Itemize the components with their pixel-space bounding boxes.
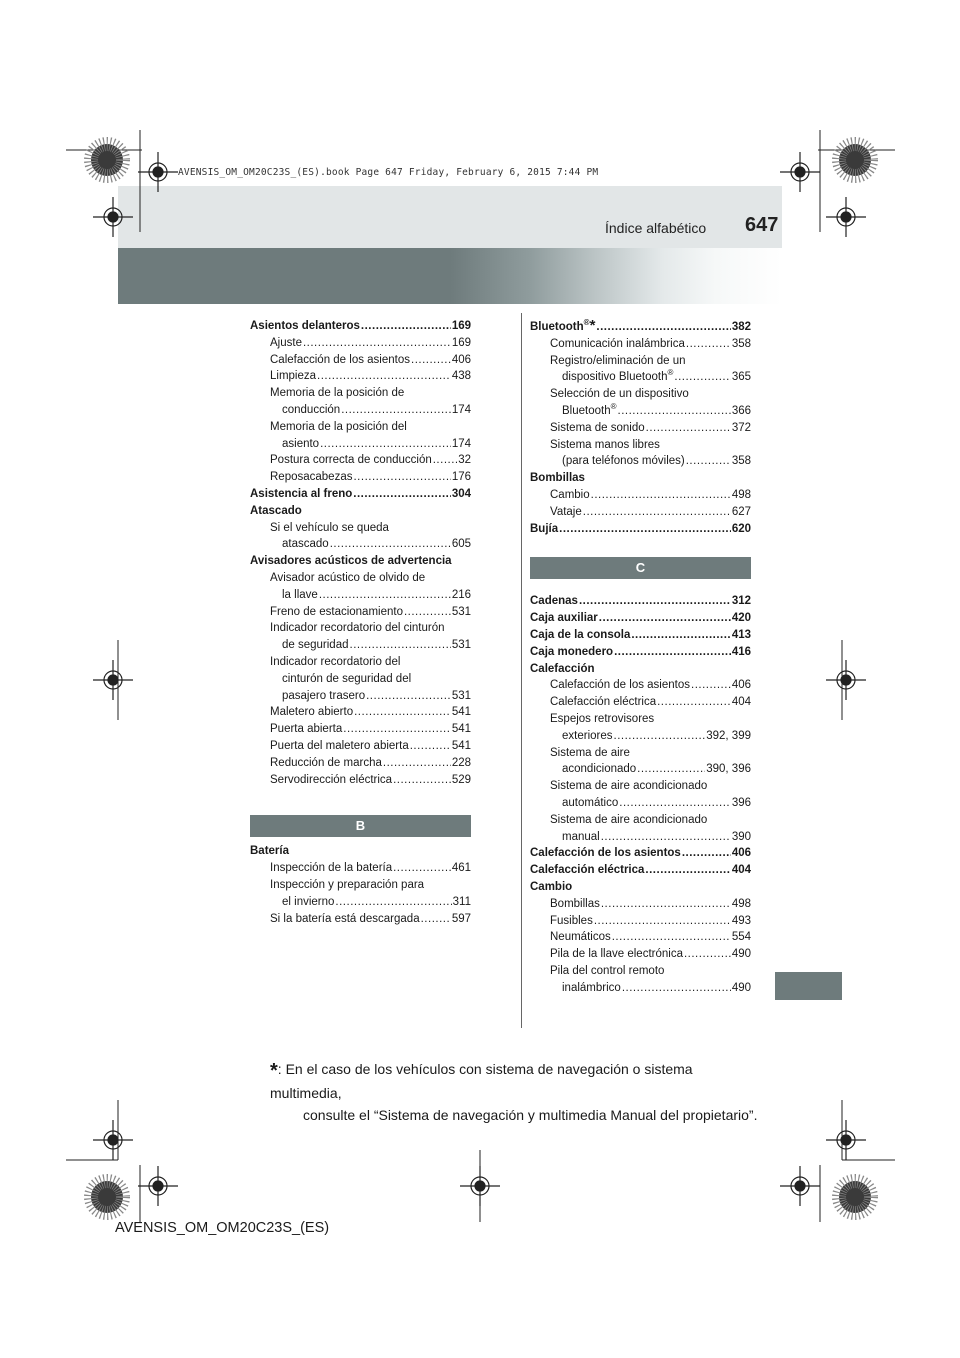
index-entry-line: Sistema de aire acondicionado bbox=[550, 813, 708, 826]
index-entry: asiento ..... 174 bbox=[250, 436, 471, 453]
index-entry: Asientos delanteros ..... 169 bbox=[250, 318, 471, 335]
index-entry: Caja de la consola ..... 413 bbox=[530, 627, 751, 644]
index-entry: Neumáticos ..... 554 bbox=[530, 929, 751, 946]
footnote-line-1: : En el caso de los vehículos con sistema de navegación o sistema multimedia, bbox=[270, 1061, 693, 1101]
index-entry-line: Espejos retrovisores bbox=[550, 712, 655, 725]
index-entry: Calefacción eléctrica ..... 404 bbox=[530, 862, 751, 879]
index-entry: Postura correcta de conducción ..... 32 bbox=[250, 452, 471, 469]
index-entry-line: Inspección y preparación para bbox=[270, 878, 425, 891]
section-letter-c: C bbox=[530, 557, 751, 579]
index-entry: Bluetooth®* ..... 382 bbox=[530, 318, 751, 336]
index-heading: Cambio bbox=[530, 880, 573, 893]
index-entry: Cadenas ..... 312 bbox=[530, 593, 751, 610]
index-heading: Atascado bbox=[250, 504, 302, 517]
index-entry: Ajuste ..... 169 bbox=[250, 335, 471, 352]
index-entry: (para teléfonos móviles) ..... 358 bbox=[530, 453, 751, 470]
index-entry: Sistema de sonido ..... 372 bbox=[530, 420, 751, 437]
index-entry: Calefacción de los asientos ..... 406 bbox=[250, 352, 471, 369]
footnote-star: * bbox=[270, 1060, 278, 1082]
index-entry: Servodirección eléctrica ..... 529 bbox=[250, 772, 471, 789]
index-entry-line: Selección de un dispositivo bbox=[550, 388, 689, 401]
index-entry: Caja auxiliar ..... 420 bbox=[530, 610, 751, 627]
index-entry-line: Registro/eliminación de un bbox=[550, 354, 686, 367]
index-entry: Fusibles ..... 493 bbox=[530, 913, 751, 930]
page-title: Índice alfabético bbox=[605, 220, 707, 236]
index-entry: Si la batería está descargada ..... 597 bbox=[250, 911, 471, 928]
index-heading: Avisadores acústicos de advertencia bbox=[250, 555, 452, 568]
index-entry: Reposacabezas ..... 176 bbox=[250, 469, 471, 486]
index-entry: acondicionado ..... 390, 396 bbox=[530, 761, 751, 778]
footnote bbox=[270, 1058, 760, 1126]
index-column-left bbox=[250, 318, 471, 927]
index-entry: el invierno ..... 311 bbox=[250, 894, 471, 911]
index-entry-line: Indicador recordatorio del cinturón bbox=[270, 622, 445, 635]
footnote-line-2: consulte el “Sistema de navegación y multimedia Manual del propietario”. bbox=[303, 1107, 758, 1123]
index-entry: Pila de la llave electrónica ..... 490 bbox=[530, 946, 751, 963]
index-entry: exteriores ..... 392, 399 bbox=[530, 728, 751, 745]
column-divider bbox=[521, 313, 522, 1028]
index-heading: Batería bbox=[250, 845, 289, 858]
index-entry-line: Indicador recordatorio del bbox=[270, 655, 401, 668]
color-dials bbox=[91, 144, 871, 1213]
index-entry-line: cinturón de seguridad del bbox=[282, 672, 412, 685]
index-heading: Calefacción bbox=[530, 662, 595, 675]
index-entry: Bluetooth® ..... 366 bbox=[530, 403, 751, 420]
index-entry: Asistencia al freno ..... 304 bbox=[250, 486, 471, 503]
side-thumb-tab bbox=[775, 972, 842, 1000]
index-entry: atascado ..... 605 bbox=[250, 536, 471, 553]
book-stamp: AVENSIS_OM_OM20C23S_(ES).book Page 647 Friday, February 6, 2015 7:44 PM bbox=[178, 167, 599, 178]
index-entry-line: Sistema de aire bbox=[550, 746, 630, 759]
index-entry-line: Pila del control remoto bbox=[550, 964, 665, 977]
index-entry: Calefacción eléctrica ..... 404 bbox=[530, 694, 751, 711]
index-entry-line: Avisador acústico de olvido de bbox=[270, 571, 426, 584]
index-entry: Puerta del maletero abierta ..... 541 bbox=[250, 738, 471, 755]
index-entry: pasajero trasero ..... 531 bbox=[250, 688, 471, 705]
index-entry-line: Sistema manos libres bbox=[550, 438, 660, 451]
index-entry: Bombillas ..... 498 bbox=[530, 896, 751, 913]
index-entry: Puerta abierta ..... 541 bbox=[250, 721, 471, 738]
index-entry: Inspección de la batería ..... 461 bbox=[250, 860, 471, 877]
index-entry: Calefacción de los asientos ..... 406 bbox=[530, 677, 751, 694]
index-column-right bbox=[530, 318, 751, 996]
index-entry: Bujía ..... 620 bbox=[530, 521, 751, 538]
section-letter-b: B bbox=[250, 815, 471, 837]
index-heading: Bombillas bbox=[530, 472, 585, 485]
index-entry: Reducción de marcha ..... 228 bbox=[250, 755, 471, 772]
index-entry: Limpieza ..... 438 bbox=[250, 368, 471, 385]
index-entry: Vataje ..... 627 bbox=[530, 504, 751, 521]
index-entry: Caja monedero ..... 416 bbox=[530, 644, 751, 661]
index-entry: inalámbrico ..... 490 bbox=[530, 980, 751, 997]
index-entry: manual ..... 390 bbox=[530, 829, 751, 846]
index-entry: Freno de estacionamiento ..... 531 bbox=[250, 604, 471, 621]
index-entry-line: Si el vehículo se queda bbox=[270, 521, 389, 534]
index-entry-line: Sistema de aire acondicionado bbox=[550, 780, 708, 793]
index-entry: automático ..... 396 bbox=[530, 795, 751, 812]
index-entry: Comunicación inalámbrica ..... 358 bbox=[530, 336, 751, 353]
footer-document-code: AVENSIS_OM_OM20C23S_(ES) bbox=[115, 1220, 330, 1236]
index-entry: conducción ..... 174 bbox=[250, 402, 471, 419]
index-entry: Maletero abierto ..... 541 bbox=[250, 704, 471, 721]
index-entry-line: Memoria de la posición del bbox=[270, 420, 407, 433]
index-entry: de seguridad ..... 531 bbox=[250, 637, 471, 654]
index-entry-line: Memoria de la posición de bbox=[270, 387, 405, 400]
page-number: 647 bbox=[745, 214, 779, 236]
index-entry: dispositivo Bluetooth® ..... 365 bbox=[530, 369, 751, 386]
index-entry: la llave ..... 216 bbox=[250, 587, 471, 604]
index-entry: Cambio ..... 498 bbox=[530, 487, 751, 504]
index-entry: Calefacción de los asientos ..... 406 bbox=[530, 845, 751, 862]
